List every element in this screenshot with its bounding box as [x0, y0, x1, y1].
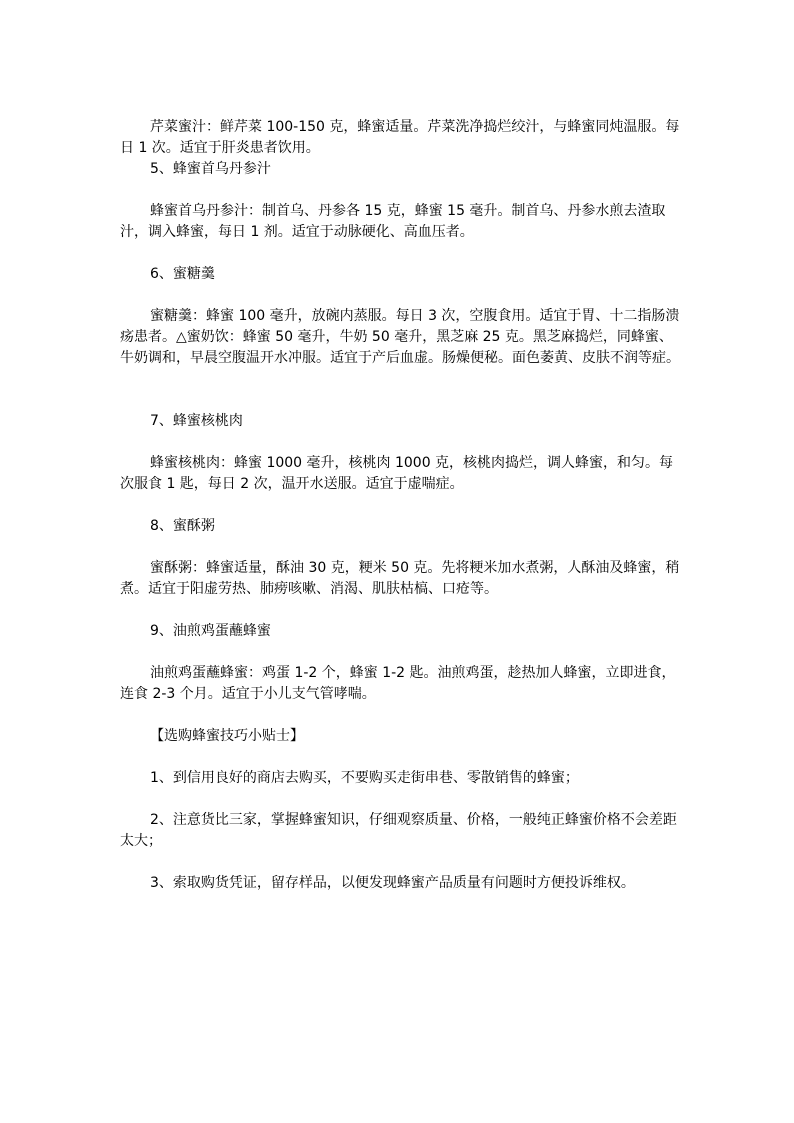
heading-8-honey-ghee-porridge: 8、蜜酥粥 — [150, 518, 215, 534]
paragraph-tip-3: 3、索取购货凭证，留存样品，以便发现蜂蜜产品质量有问题时方便投诉维权。 — [150, 875, 635, 891]
heading-honey-buying-tips: 【选购蜂蜜技巧小贴士】 — [150, 728, 304, 744]
paragraph-celery-honey-juice: 芹菜蜜汁：鲜芹菜 100-150 克，蜂蜜适量。芹菜洗净捣烂绞汁，与蜂蜜同炖温服。每日 1 次。适宜于肝炎患者饮用。 — [120, 119, 680, 156]
paragraph-honey-soup: 蜜糖羹：蜂蜜 100 毫升，放碗内蒸服。每日 3 次，空腹食用。适宜于胃、十二指肠溃疡患者。△蜜奶饮：蜂蜜 50 毫升，牛奶 50 毫升，黑芝麻 25 克。黑芝麻捣烂，同蜂蜜、牛奶调和，早晨空腹温开水冲服。适宜于产后血虚。肠燥便秘。面色萎黄、皮肤不润等症。 — [120, 308, 680, 366]
paragraph-honey-heshouwu-danshen-juice: 蜂蜜首乌丹参汁：制首乌、丹参各 15 克，蜂蜜 15 毫升。制首乌、丹参水煎去渣取汁，调入蜂蜜，每日 1 剂。适宜于动脉硬化、高血压者。 — [120, 203, 666, 240]
heading-5-honey-heshouwu-danshen-juice: 5、蜂蜜首乌丹参汁 — [150, 161, 271, 177]
heading-6-honey-soup: 6、蜜糖羹 — [150, 266, 215, 282]
heading-9-fried-egg-with-honey: 9、油煎鸡蛋蘸蜂蜜 — [150, 623, 271, 639]
heading-7-honey-walnut: 7、蜂蜜核桃肉 — [150, 413, 243, 429]
paragraph-honey-ghee-porridge: 蜜酥粥：蜂蜜适量，酥油 30 克，粳米 50 克。先将粳米加水煮粥，人酥油及蜂蜜，稍煮。适宜于阳虚劳热、肺痨咳嗽、消渴、肌肤枯槁、口疮等。 — [120, 560, 680, 597]
paragraph-tip-2: 2、注意货比三家，掌握蜂蜜知识，仔细观察质量、价格，一般纯正蜂蜜价格不会差距太大； — [120, 812, 677, 849]
paragraph-fried-egg-with-honey: 油煎鸡蛋蘸蜂蜜：鸡蛋 1-2 个，蜂蜜 1-2 匙。油煎鸡蛋，趁热加人蜂蜜，立即进食，连食 2-3 个月。适宜于小儿支气管哮喘。 — [120, 665, 676, 702]
paragraph-tip-1: 1、到信用良好的商店去购买，不要购买走街串巷、零散销售的蜂蜜； — [150, 770, 579, 786]
paragraph-honey-walnut: 蜂蜜核桃肉：蜂蜜 1000 毫升，核桃肉 1000 克，核桃肉捣烂，调人蜂蜜，和匀。每次服食 1 匙，每日 2 次，温开水送服。适宜于虚喘症。 — [120, 455, 674, 492]
